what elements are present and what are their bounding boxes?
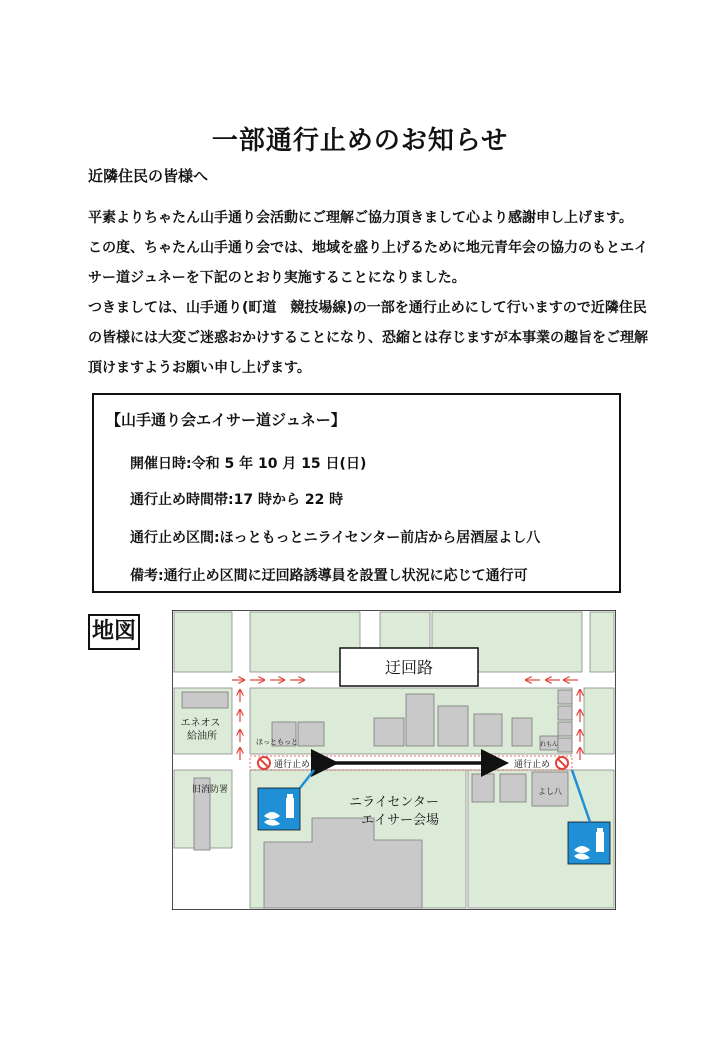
closure-label-left: 通行止め (274, 760, 311, 770)
closure-section: 通行止め区間:ほっともっとニライセンター前店から居酒屋よし八 (130, 530, 541, 546)
closure-hours: 通行止め時間帯:17 時から 22 時 (130, 492, 344, 508)
detour-label: 迂回路 (384, 658, 434, 677)
hotto-motto-label: ほっともっと (256, 738, 298, 746)
page-title: 一部通行止めのお知らせ (211, 126, 509, 156)
paragraph-2: この度、ちゃたん山手通り会では、地域を盛り上げるために地元青年会の協力のもとエイサー道ジュネーを下記のとおり実施することになりました。 (88, 240, 648, 286)
paragraph-1: 平素よりちゃたん山手通り会活動にご理解ご協力頂きまして心より感謝申し上げます。 (88, 210, 633, 226)
event-note: 備考:通行止め区間に迂回路誘導員を設置し状況に応じて通行可 (130, 568, 528, 584)
sanitizer-sign-left (258, 788, 300, 830)
area-map (172, 610, 616, 910)
event-date: 開催日時:令和 5 年 10 月 15 日(日) (130, 456, 367, 472)
closure-label-right: 通行止め (514, 760, 551, 770)
small-shop-label: れもん (539, 741, 559, 748)
old-fire-station-label: 旧消防署 (192, 785, 229, 795)
gas-station-line2: 給油所 (187, 731, 217, 742)
event-info-box (92, 393, 621, 593)
closure-sign-right (556, 757, 568, 769)
greeting: 近隣住民の皆様へ (88, 167, 209, 185)
gas-station-line1: エネオス (180, 718, 221, 729)
closure-sign-left (258, 757, 270, 769)
sanitizer-sign-right (568, 822, 610, 864)
map-heading: 地図 (88, 614, 140, 650)
venue-label-2: エイサー会場 (360, 813, 440, 828)
event-title: 【山手通り会エイサー道ジュネー】 (106, 411, 346, 429)
yoshihachi-label: よし八 (538, 787, 562, 796)
paragraph-3: つきましては、山手通り(町道 競技場線)の一部を通行止めにして行いますので近隣住民の皆様には大変ご迷惑おかけすることになり、恐縮とは存じますが本事業の趣旨をご理解頂けますようお願い申し上げます。 (88, 300, 648, 376)
venue-label-1: ニライセンター (349, 795, 439, 810)
